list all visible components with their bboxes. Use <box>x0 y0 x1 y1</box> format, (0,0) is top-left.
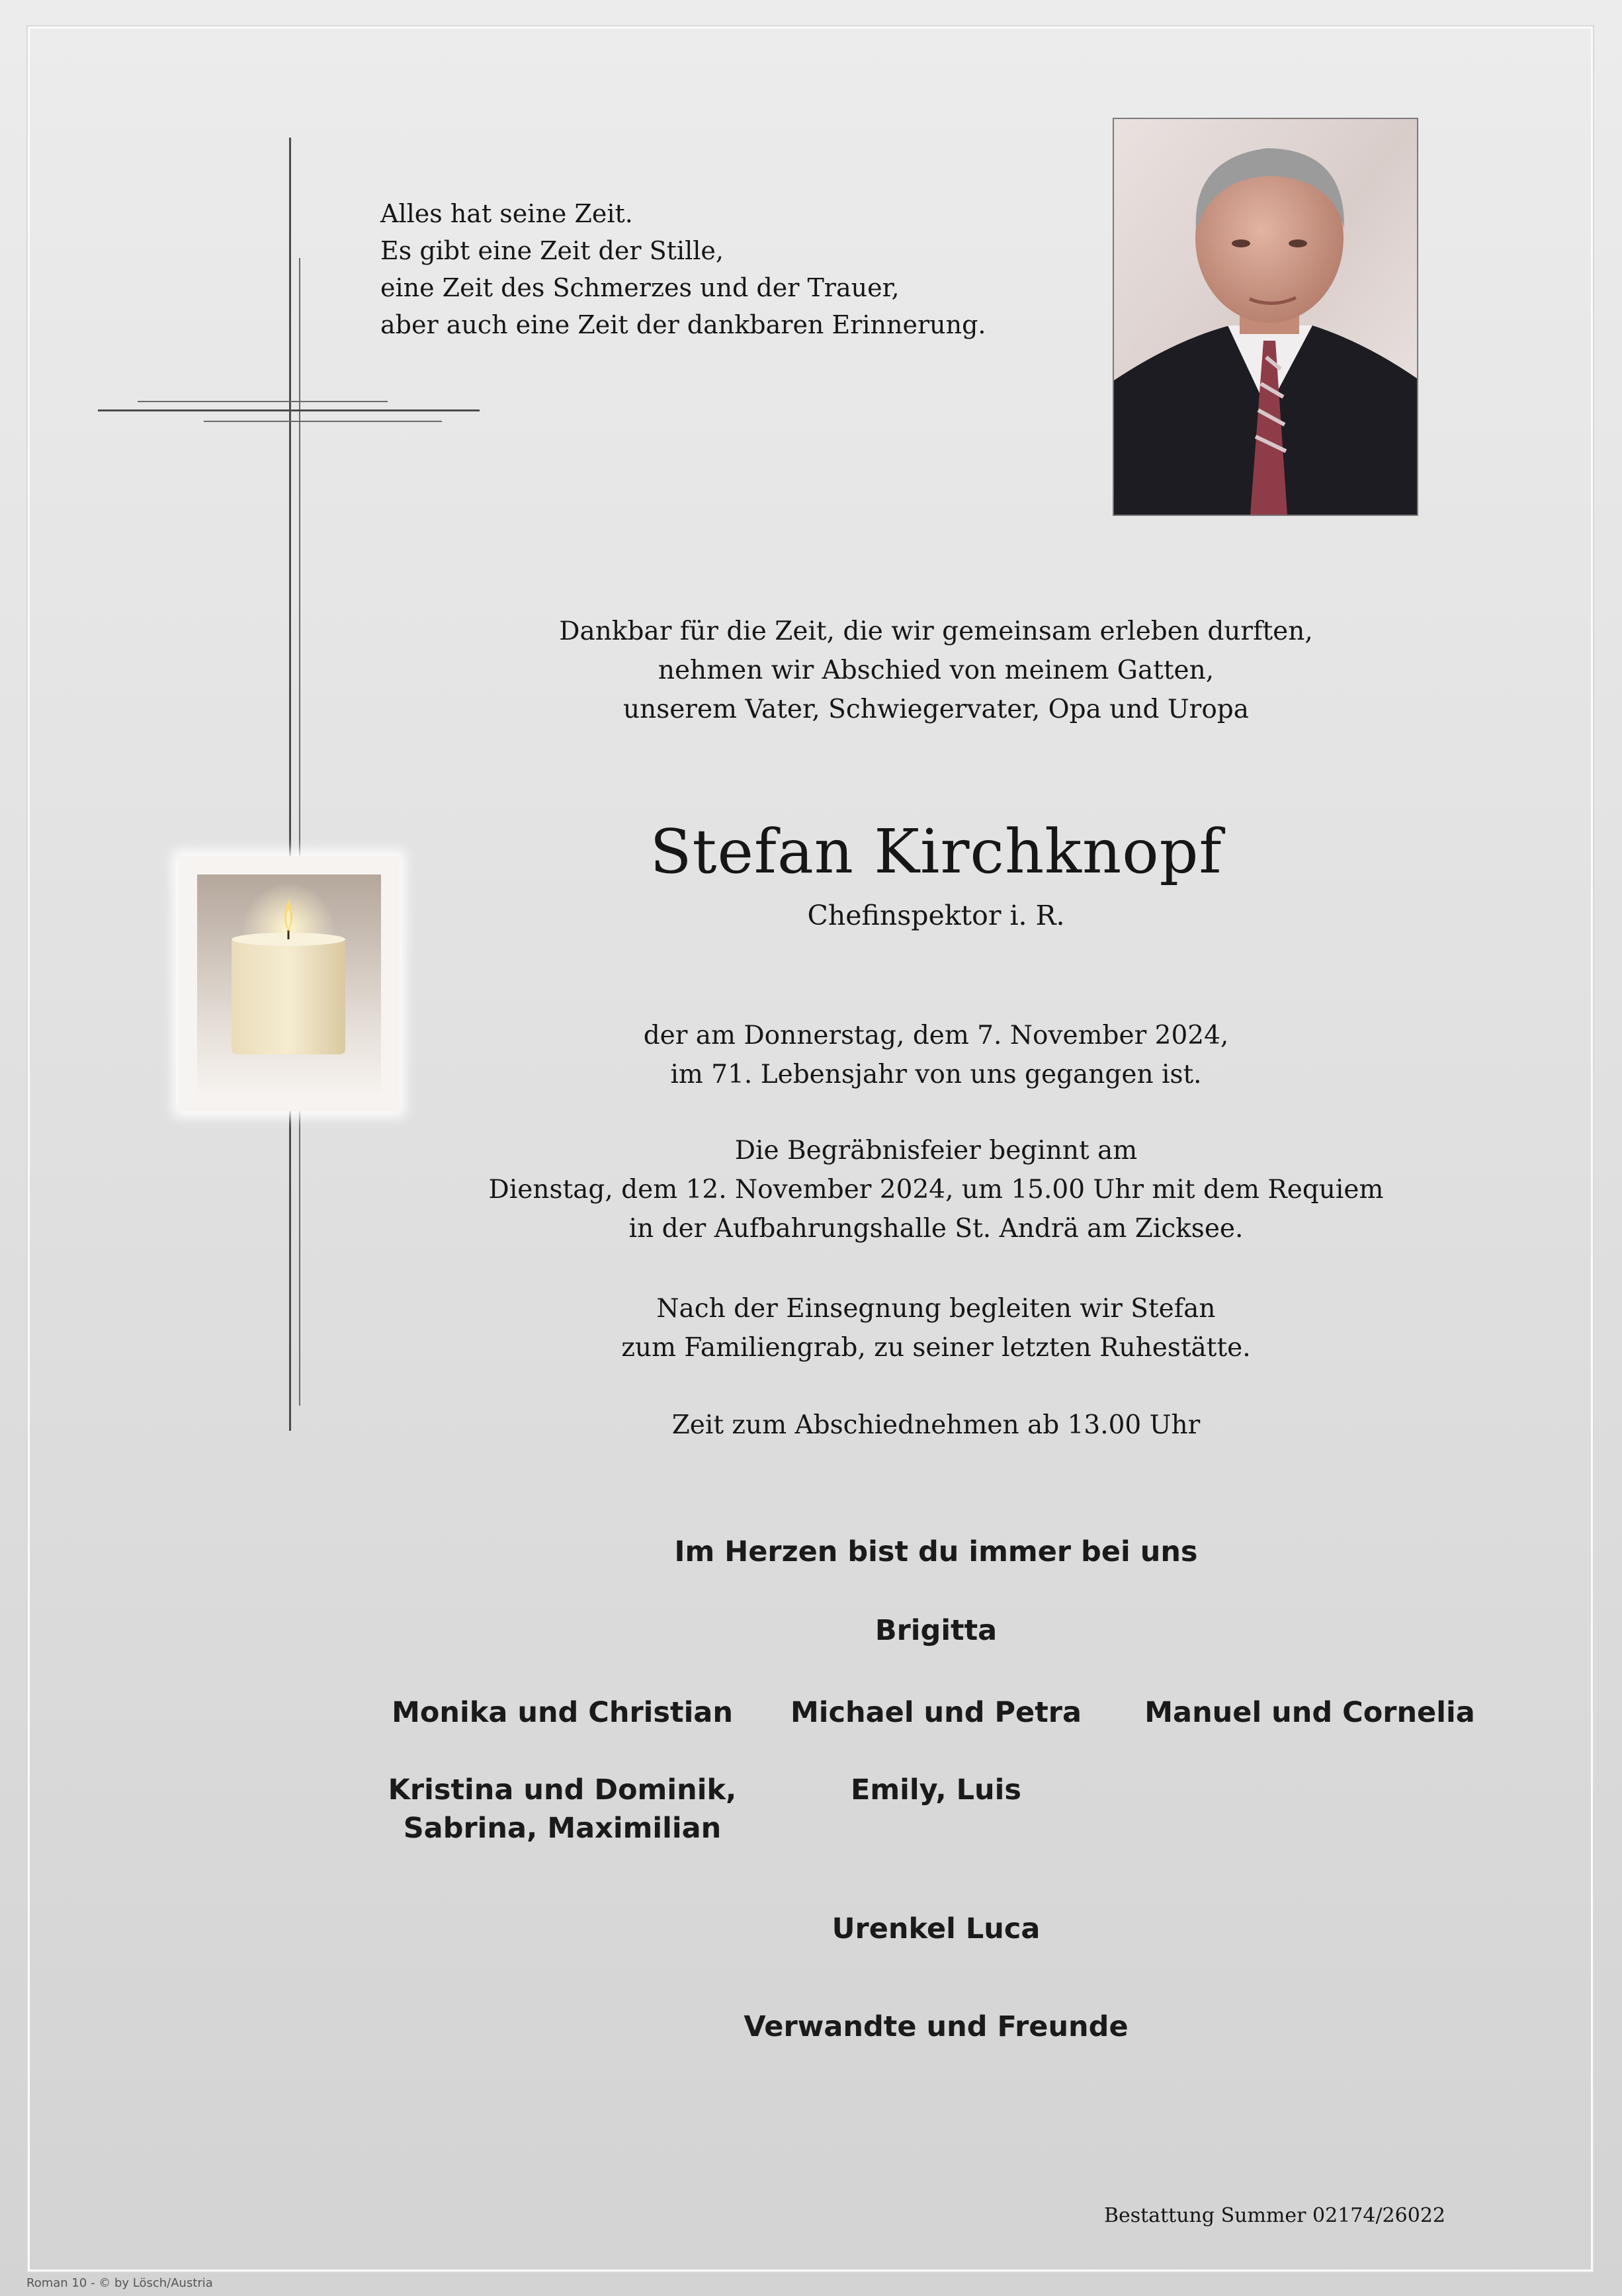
cross-horizontal-line-upper <box>138 401 388 402</box>
cross-vertical-line-thin <box>299 258 300 1406</box>
mourner-grandchildren-line: Sabrina, Maximilian <box>403 1812 722 1845</box>
portrait-photo <box>1113 118 1418 516</box>
portrait-illustration <box>1114 119 1417 515</box>
imprint: Roman 10 - © by Lösch/Austria <box>26 2276 213 2290</box>
mourner-relatives: Verwandte und Freunde <box>744 2010 1129 2043</box>
candle-icon <box>179 856 400 1111</box>
mourner-grandchildren <box>751 1771 1121 1809</box>
deceased-title: Chefinspektor i. R. <box>807 900 1065 931</box>
mourners-motto: Im Herzen bist du immer bei uns <box>674 1535 1198 1568</box>
quote-line: aber auch eine Zeit der dankbaren Erinnerung. <box>380 310 986 339</box>
mourner-children: Manuel und Cornelia <box>1144 1696 1475 1729</box>
blessing-line: zum Familiengrab, zu seiner letzten Ruhestätte. <box>621 1333 1251 1363</box>
quote-line: eine Zeit des Schmerzes und der Trauer, <box>380 273 900 302</box>
quote-line: Alles hat seine Zeit. <box>380 199 633 228</box>
funeral-details <box>370 1131 1502 1248</box>
funeral-line: Dienstag, dem 12. November 2024, um 15.00 Uhr mit dem Requiem <box>488 1175 1384 1205</box>
mourner-children: Monika und Christian <box>392 1696 733 1729</box>
death-notice-line: der am Donnerstag, dem 7. November 2024, <box>643 1021 1229 1050</box>
funeral-line: in der Aufbahrungshalle St. Andrä am Zicksee. <box>628 1214 1244 1244</box>
intro-text <box>404 612 1469 729</box>
mourner-widow: Brigitta <box>875 1614 998 1647</box>
quote-line: Es gibt eine Zeit der Stille, <box>380 236 724 265</box>
mourner-grandchildren <box>377 1771 747 1848</box>
blessing-text <box>404 1289 1469 1367</box>
intro-line: nehmen wir Abschied von meinem Gatten, <box>658 656 1215 685</box>
deceased-name: Stefan Kirchknopf <box>650 816 1222 887</box>
death-notice <box>404 1016 1469 1094</box>
quote <box>380 195 986 343</box>
cross-horizontal-line-lower <box>204 421 442 422</box>
cross-horizontal-line <box>98 409 480 411</box>
intro-line: unserem Vater, Schwiegervater, Opa und Uropa <box>622 695 1250 724</box>
intro-line: Dankbar für die Zeit, die wir gemeinsam erleben durften, <box>559 617 1313 646</box>
mourner-grandchildren-line: Emily, Luis <box>851 1773 1021 1807</box>
candle-image <box>179 856 400 1111</box>
mourner-great-grandchild: Urenkel Luca <box>832 1912 1041 1945</box>
funeral-line: Die Begräbnisfeier beginnt am <box>734 1136 1138 1166</box>
cross-vertical-line <box>289 138 291 1431</box>
mourner-grandchildren-line: Kristina und Dominik, <box>388 1773 737 1807</box>
blessing-line: Nach der Einsegnung begleiten wir Stefan <box>656 1294 1216 1324</box>
undertaker-contact: Bestattung Summer 02174/26022 <box>1103 2204 1445 2227</box>
farewell-time: Zeit zum Abschiednehmen ab 13.00 Uhr <box>671 1410 1201 1440</box>
death-notice-line: im 71. Lebensjahr von uns gegangen ist. <box>670 1060 1202 1089</box>
mourner-children: Michael und Petra <box>790 1696 1082 1729</box>
